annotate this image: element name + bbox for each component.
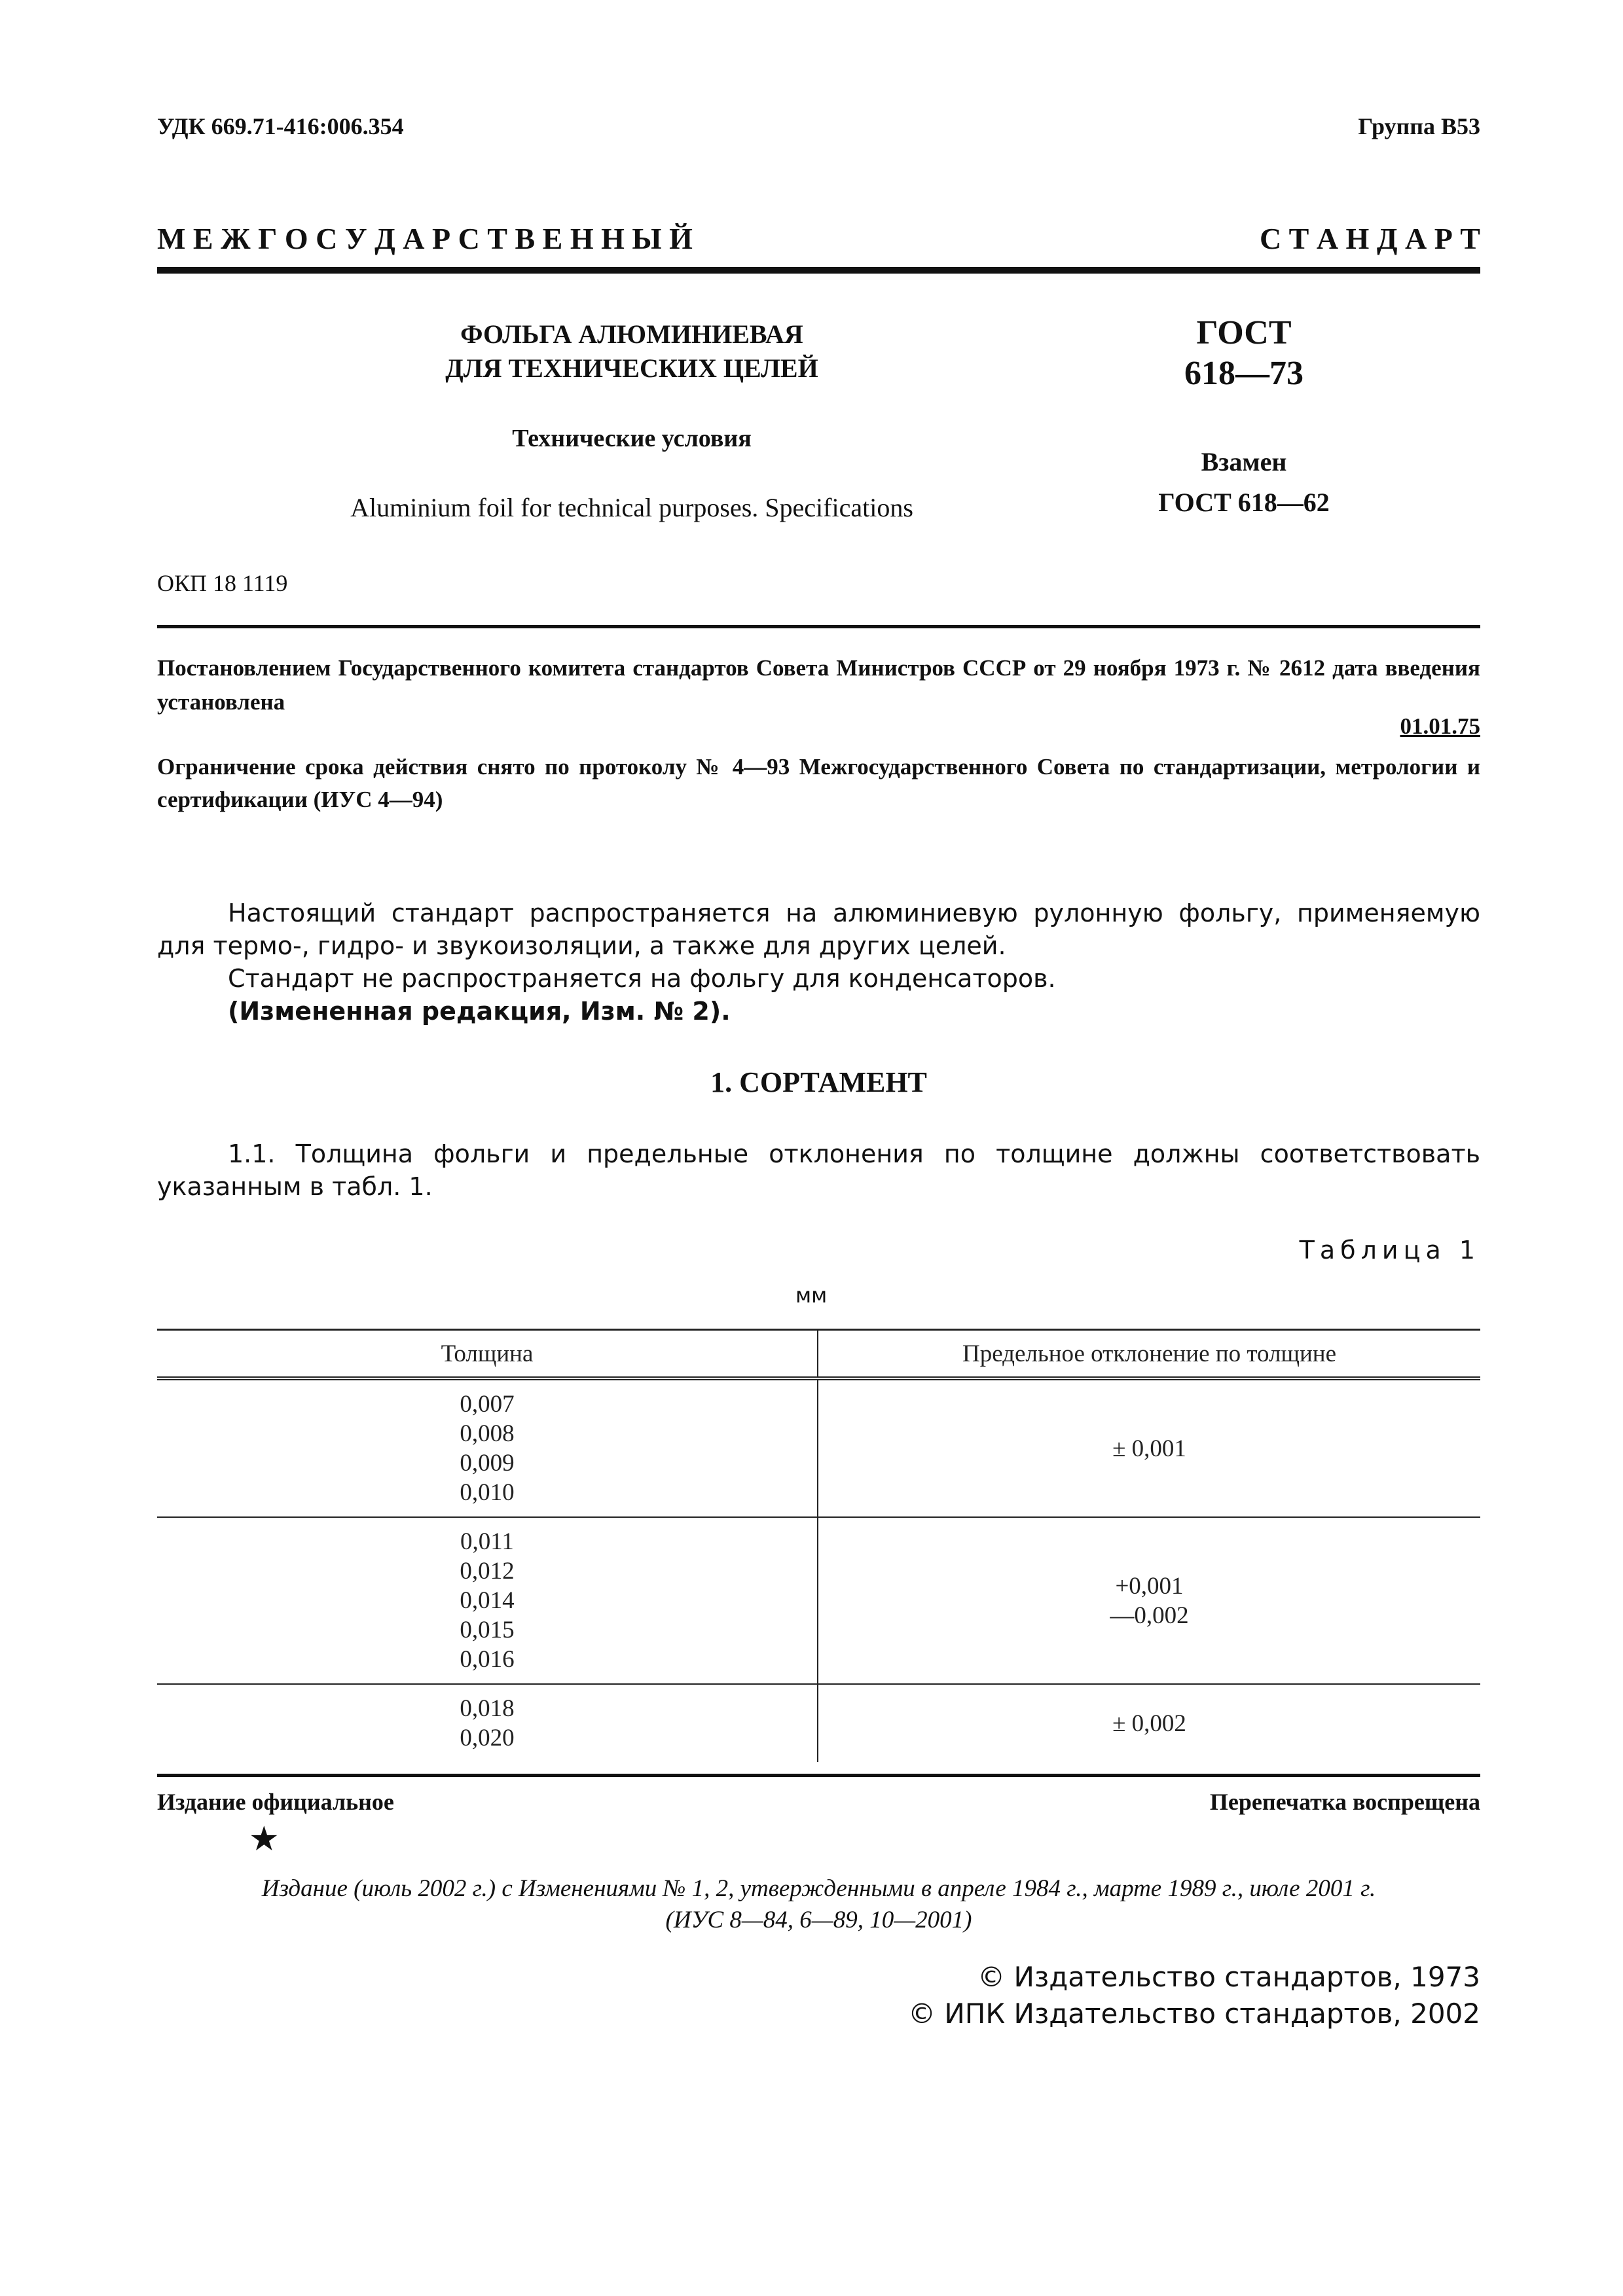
scope-paragraph: Настоящий стандарт распространяется на алюминиевую рулонную фольгу, применяемую для термо-, гидро- и звукоизоляции, а также для других целей. — [157, 899, 1480, 960]
exclusion-paragraph: Стандарт не распространяется на фольгу для конденсаторов. — [228, 964, 1056, 993]
edition-line-2: (ИУС 8—84, 6—89, 10—2001) — [665, 1907, 972, 1933]
amendment-note: (Измененная редакция, Изм. № 2). — [228, 997, 731, 1026]
thickness-value: 0,018 — [460, 1695, 515, 1722]
thickness-table — [157, 1329, 1480, 1762]
limitation-text: Ограничение срока действия снято по протоколу № 4—93 Межгосударственного Совета по стандартизации, метрологии и сертификации (ИУС 4—94) — [157, 754, 1480, 812]
gost-label: ГОСТ — [1196, 314, 1292, 351]
document-title — [288, 317, 976, 386]
table-row — [157, 1517, 1480, 1684]
copyright-line-2: © ИПК Издательство стандартов, 2002 — [907, 1998, 1480, 2030]
gost-number: 618—73 — [1184, 355, 1304, 392]
deviation-value: ± 0,002 — [1112, 1710, 1186, 1737]
title-line-1: ФОЛЬГА АЛЮМИНИЕВАЯ — [460, 319, 803, 349]
thickness-value: 0,007 — [460, 1391, 515, 1418]
deviation-cell — [818, 1378, 1480, 1517]
star-icon: ★ — [249, 1820, 280, 1859]
thickness-value: 0,014 — [460, 1587, 515, 1614]
standard-word: С Т А Н Д А Р Т — [1259, 222, 1480, 255]
table-units: мм — [795, 1283, 828, 1308]
english-title: Aluminium foil for technical purposes. Specifications — [350, 493, 913, 522]
thickness-value: 0,011 — [460, 1528, 514, 1555]
replaces-label: Взамен — [1201, 447, 1287, 476]
header-deviation: Предельное отклонение по толщине — [818, 1330, 1480, 1379]
thickness-cell — [157, 1378, 818, 1517]
top-rule — [157, 267, 1480, 274]
thickness-value: 0,012 — [460, 1558, 515, 1585]
okp-code: ОКП 18 1119 — [157, 570, 288, 596]
thickness-cell — [157, 1517, 818, 1684]
deviation-value: —0,002 — [1110, 1602, 1189, 1629]
thickness-value: 0,015 — [460, 1617, 515, 1643]
middle-rule — [157, 625, 1480, 628]
edition-line-1: Издание (июль 2002 г.) с Изменениями № 1, 2, утвержденными в апреле 1984 г., марте 1989 г., июле 2001 г. — [261, 1875, 1376, 1902]
edition-note — [157, 1873, 1480, 1936]
gost-number-block — [1080, 313, 1408, 394]
title-line-2: ДЛЯ ТЕХНИЧЕСКИХ ЦЕЛЕЙ — [445, 353, 818, 383]
introduction-date: 01.01.75 — [1400, 713, 1480, 739]
interstate-standard-heading — [157, 221, 1480, 256]
replaces-block — [1080, 442, 1408, 523]
official-edition: Издание официальное — [157, 1789, 394, 1815]
copyright-block — [908, 1959, 1480, 2032]
decree-text: Постановлением Государственного комитета стандартов Совета Министров СССР от 29 ноября 1973 г. № 2612 дата введения установлена — [157, 655, 1480, 715]
table-label: Таблица 1 — [1299, 1236, 1480, 1265]
thickness-value: 0,010 — [460, 1479, 515, 1506]
thickness-value: 0,009 — [460, 1450, 515, 1477]
thickness-value: 0,008 — [460, 1420, 515, 1447]
replaces-number: ГОСТ 618—62 — [1158, 488, 1330, 517]
udk-code: УДК 669.71-416:006.354 — [157, 113, 404, 139]
deviation-value: ± 0,001 — [1112, 1435, 1186, 1462]
clause-1-1: 1.1. Толщина фольги и предельные отклонения по толщине должны соответствовать указанным в табл. 1. — [157, 1139, 1480, 1201]
section-heading: 1. СОРТАМЕНТ — [710, 1066, 927, 1098]
header-thickness: Толщина — [157, 1330, 818, 1379]
table-row — [157, 1378, 1480, 1517]
thickness-value: 0,020 — [460, 1725, 515, 1751]
deviation-cell — [818, 1517, 1480, 1684]
thickness-cell — [157, 1684, 818, 1762]
group-code: Группа В53 — [1358, 113, 1480, 139]
deviation-value: +0,001 — [1115, 1572, 1184, 1600]
bottom-rule — [157, 1774, 1480, 1777]
table-header-row — [157, 1330, 1480, 1379]
table-row — [157, 1684, 1480, 1762]
copyright-line-1: © Издательство стандартов, 1973 — [977, 1961, 1480, 1993]
deviation-cell — [818, 1684, 1480, 1762]
interstate-word: М Е Ж Г О С У Д А Р С Т В Е Н Н Ы Й — [157, 222, 693, 255]
no-reprint-notice: Перепечатка воспрещена — [1209, 1789, 1480, 1815]
thickness-value: 0,016 — [460, 1646, 515, 1673]
document-subtitle: Технические условия — [512, 425, 752, 452]
